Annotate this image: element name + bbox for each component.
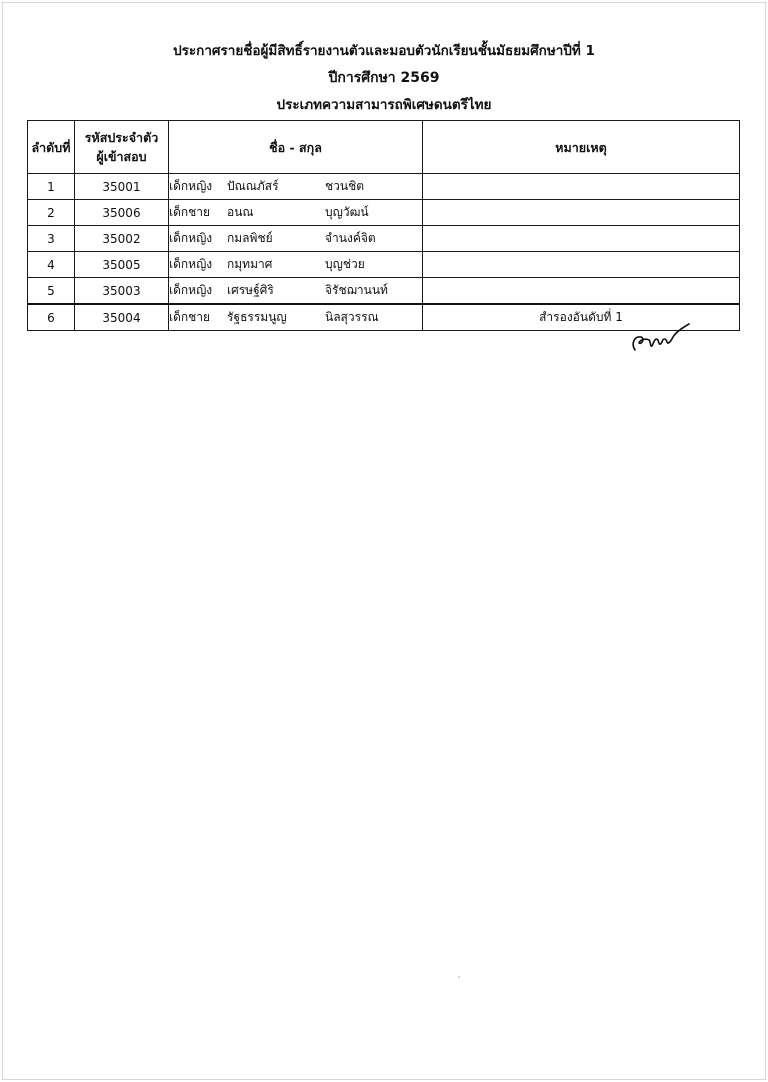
exam-id: 35003 [75,278,169,305]
last-name: ชวนชิต [325,179,365,193]
exam-id: 35005 [75,252,169,278]
name-prefix: เด็กหญิง [169,231,213,245]
name-prefix: เด็กหญิง [169,257,213,271]
header-exam-id-line1: รหัสประจำตัว [84,130,159,145]
table-row [28,252,740,278]
last-name: บุญวัฒน์ [325,205,369,219]
header-exam-id-line2: ผู้เข้าสอบ [96,149,147,164]
header-remark: หมายเหตุ [423,121,740,174]
name-prefix: เด็กชาย [169,205,211,219]
last-name: นิลสุวรรณ [325,310,379,324]
first-name: อนณ [227,205,254,219]
header-full-name: ชื่อ - สกุล [169,121,423,174]
header-exam-id [75,121,169,174]
row-number: 6 [28,304,75,331]
header-order-number: ลำดับที่ [28,121,75,174]
first-name: กมลพิชย์ [227,231,273,245]
first-name: เศรษฐ์ศิริ [227,283,274,297]
scan-speck [458,976,460,978]
signature-stroke [633,324,689,350]
name-prefix: เด็กหญิง [169,283,213,297]
last-name: จิรัชฌานนท์ [325,283,388,297]
student-name [169,200,423,226]
remark [423,278,740,305]
row-number: 1 [28,174,75,200]
exam-id: 35001 [75,174,169,200]
table-row [28,278,740,305]
document-header [0,38,768,119]
student-name [169,252,423,278]
last-name: บุญช่วย [325,257,365,271]
name-prefix: เด็กชาย [169,310,211,324]
name-prefix: เด็กหญิง [169,179,213,193]
row-number: 5 [28,278,75,305]
table-row [28,200,740,226]
student-list-table [27,120,740,331]
exam-id: 35004 [75,304,169,331]
remark [423,200,740,226]
student-name [169,174,423,200]
exam-id: 35002 [75,226,169,252]
table-row [28,226,740,252]
handwritten-signature [628,316,692,356]
student-name [169,304,423,331]
table-header-row [28,121,740,174]
first-name: ปัณณภัสร์ [227,179,279,193]
last-name: จำนงค์จิต [325,231,376,245]
table-row [28,174,740,200]
announcement-title: ประกาศรายชื่อผู้มีสิทธิ์รายงานตัวและมอบตัวนักเรียนชั้นมัธยมศึกษาปีที่ 1 [173,43,595,59]
remark [423,252,740,278]
row-number: 3 [28,226,75,252]
remark [423,174,740,200]
first-name: รัฐธรรมนูญ [227,310,287,324]
exam-id: 35006 [75,200,169,226]
row-number: 4 [28,252,75,278]
row-number: 2 [28,200,75,226]
category-title: ประเภทความสามารถพิเศษดนตรีไทย [276,97,492,113]
first-name: กมุทมาศ [227,257,273,271]
academic-year: ปีการศึกษา 2569 [328,70,440,86]
student-name [169,278,423,305]
remark: สำรองอันดับที่ 1 [423,304,740,331]
student-name [169,226,423,252]
remark [423,226,740,252]
